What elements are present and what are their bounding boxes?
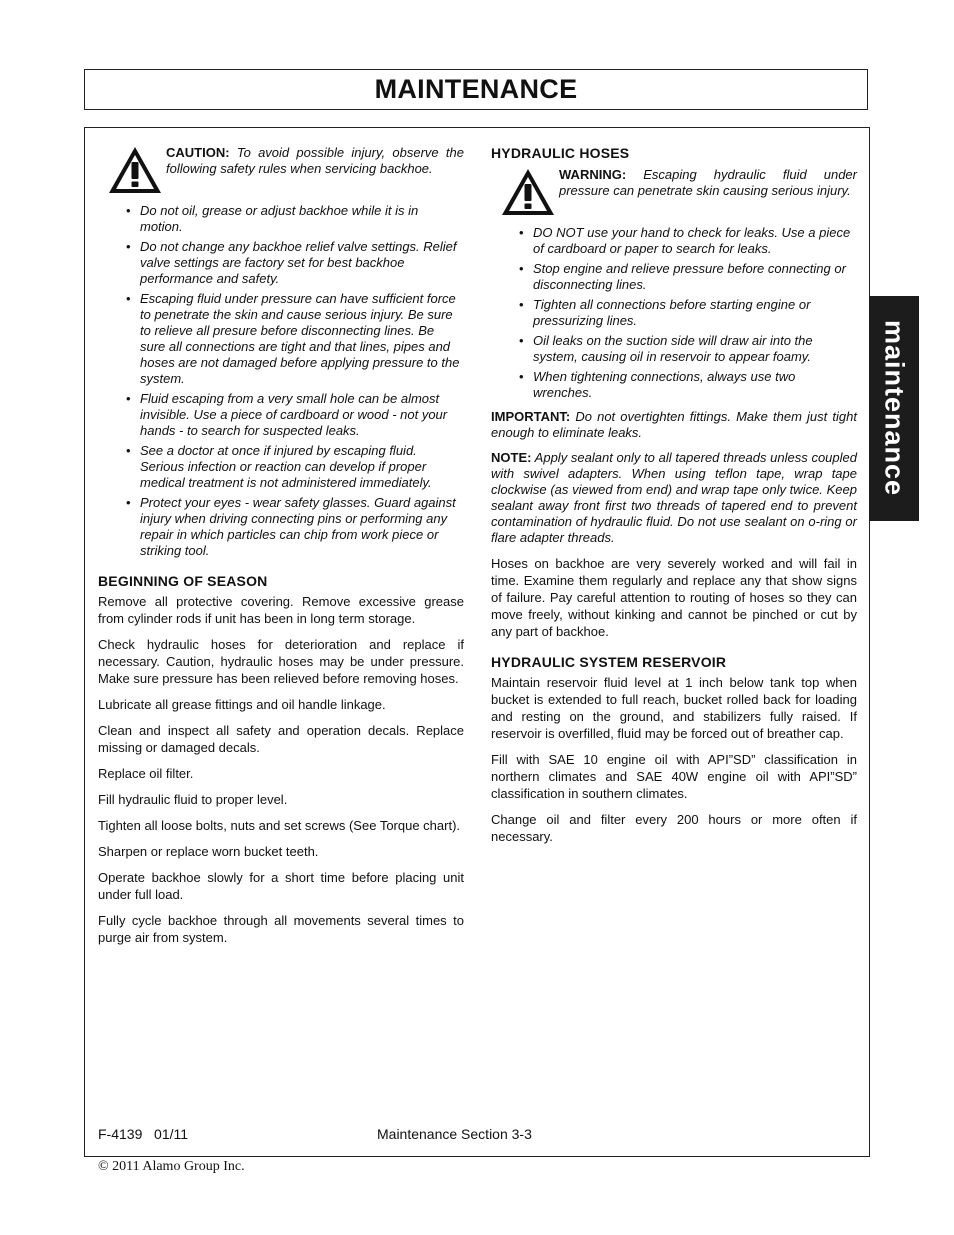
section-tab [869,296,919,521]
paragraph: Fill with SAE 10 engine oil with API”SD” classification in northern climates and SAE 40W engine oil with API”SD” classification in southern climates. [491,752,857,801]
paragraph: Sharpen or replace worn bucket teeth. [98,844,319,859]
paragraph: Operate backhoe slowly for a short time before placing unit under full load. [98,870,464,902]
right-column [491,143,857,854]
page-header [84,69,868,110]
copyright-notice: © 2011 Alamo Group Inc. [98,1159,245,1174]
sealant-note [491,450,857,546]
paragraph: Replace oil filter. [98,766,194,781]
list-item: • Do not oil, grease or adjust backhoe while it is in motion. [98,203,464,235]
list-item: • Do not change any backhoe relief valve settings. Relief valve settings are factory set for best backhoe performance and safety. [98,239,464,287]
list-item: • Protect your eyes - wear safety glasses. Guard against injury when driving connecting pins or performing any repair in which particles can chip from work piece or striking tool. [98,495,464,559]
paragraph: Lubricate all grease fittings and oil handle linkage. [98,697,386,712]
section-tab-label: maintenance [879,320,910,497]
paragraph: Hoses on backhoe are very severely worked and will fail in time. Examine them regularly and replace any that show signs of failure. Pay careful attention to routing of hoses so they can move freely, without kinking and cannot be pinched or cut by any part of backhoe. [491,556,857,639]
warning-text [559,167,857,199]
list-item: • See a doctor at once if injured by escaping fluid. Serious infection or reaction can develop if proper medical treatment is not administered immediately. [98,443,464,491]
caution-message: To avoid possible injury, observe the following safety rules when servicing backhoe. [166,145,464,176]
list-item: • DO NOT use your hand to check for leaks. Use a piece of cardboard or paper to search for leaks. [491,225,857,257]
caution-text [166,145,464,177]
warning-triangle-icon [497,167,559,217]
paragraph: Tighten all loose bolts, nuts and set screws (See Torque chart). [98,818,461,833]
document-id: F-4139 01/11 [98,1126,189,1142]
list-item: • Escaping fluid under pressure can have sufficient force to penetrate the skin and cause serious injury. Be sure to relieve all presure before disconnecting lines. Be sure all connections are tight and that lines, pipes and hoses are not damaged before applying pressure to the system. [98,291,464,387]
caution-block [98,143,464,195]
paragraph: Remove all protective covering. Remove excessive grease from cylinder rods if unit has been in long term storage. [98,594,464,626]
warning-block [491,165,857,217]
note-label: NOTE: [491,450,532,465]
hose-rules-list [491,225,857,401]
warning-triangle-icon [104,145,166,195]
list-item: • Fluid escaping from a very small hole can be almost invisible. Use a piece of cardboard or wood - not your hands - to search for suspected leaks. [98,391,464,439]
page-section-label: Maintenance Section 3-3 [377,1126,532,1142]
paragraph: Fully cycle backhoe through all movements several times to purge air from system. [98,913,464,945]
list-item: • When tightening connections, always use two wrenches. [491,369,857,401]
left-column [98,143,464,955]
list-item: • Oil leaks on the suction side will draw air into the system, causing oil in reservoir to appear foamy. [491,333,857,365]
paragraph: Change oil and filter every 200 hours or more often if necessary. [491,812,857,844]
warning-message: Escaping hydraulic fluid under pressure can penetrate skin causing serious injury. [559,167,857,198]
important-label: IMPORTANT: [491,409,571,424]
hydraulic-hoses-heading: HYDRAULIC HOSES [491,145,630,161]
note-text: Apply sealant only to all tapered threads unless coupled with swivel adapters. When using teflon tape, wrap tape clockwise (as viewed from end) and wrap tape only twice. Keep sealant away front first two threads of tapered end to prevent contamination of hydraulic fluid. Do not use sealant on o-ring or flare adapter threads. [491,450,857,545]
paragraph: Check hydraulic hoses for deterioration and replace if necessary. Caution, hydraulic hoses may be under pressure. Make sure pressure has been relieved before removing hoses. [98,637,464,686]
hydraulic-system-reservoir-heading: HYDRAULIC SYSTEM RESERVOIR [491,654,727,670]
caution-label: CAUTION: [166,145,230,160]
list-item: • Stop engine and relieve pressure before connecting or disconnecting lines. [491,261,857,293]
paragraph: Clean and inspect all safety and operation decals. Replace missing or damaged decals. [98,723,464,755]
important-note [491,409,857,441]
paragraph: Maintain reservoir fluid level at 1 inch below tank top when bucket is extended to full reach, bucket rolled back for loading and resting on the ground, and stabilizers fully raised. If reservoir is overfilled, fluid may be forced out of breather cap. [491,675,857,741]
page-title: MAINTENANCE [374,74,578,104]
paragraph: Fill hydraulic fluid to proper level. [98,792,288,807]
warning-label: WARNING: [559,167,627,182]
beginning-of-season-heading: BEGINNING OF SEASON [98,573,268,589]
important-text: Do not overtighten fittings. Make them just tight enough to eliminate leaks. [491,409,857,440]
safety-rules-list [98,203,464,559]
list-item: • Tighten all connections before starting engine or pressurizing lines. [491,297,857,329]
